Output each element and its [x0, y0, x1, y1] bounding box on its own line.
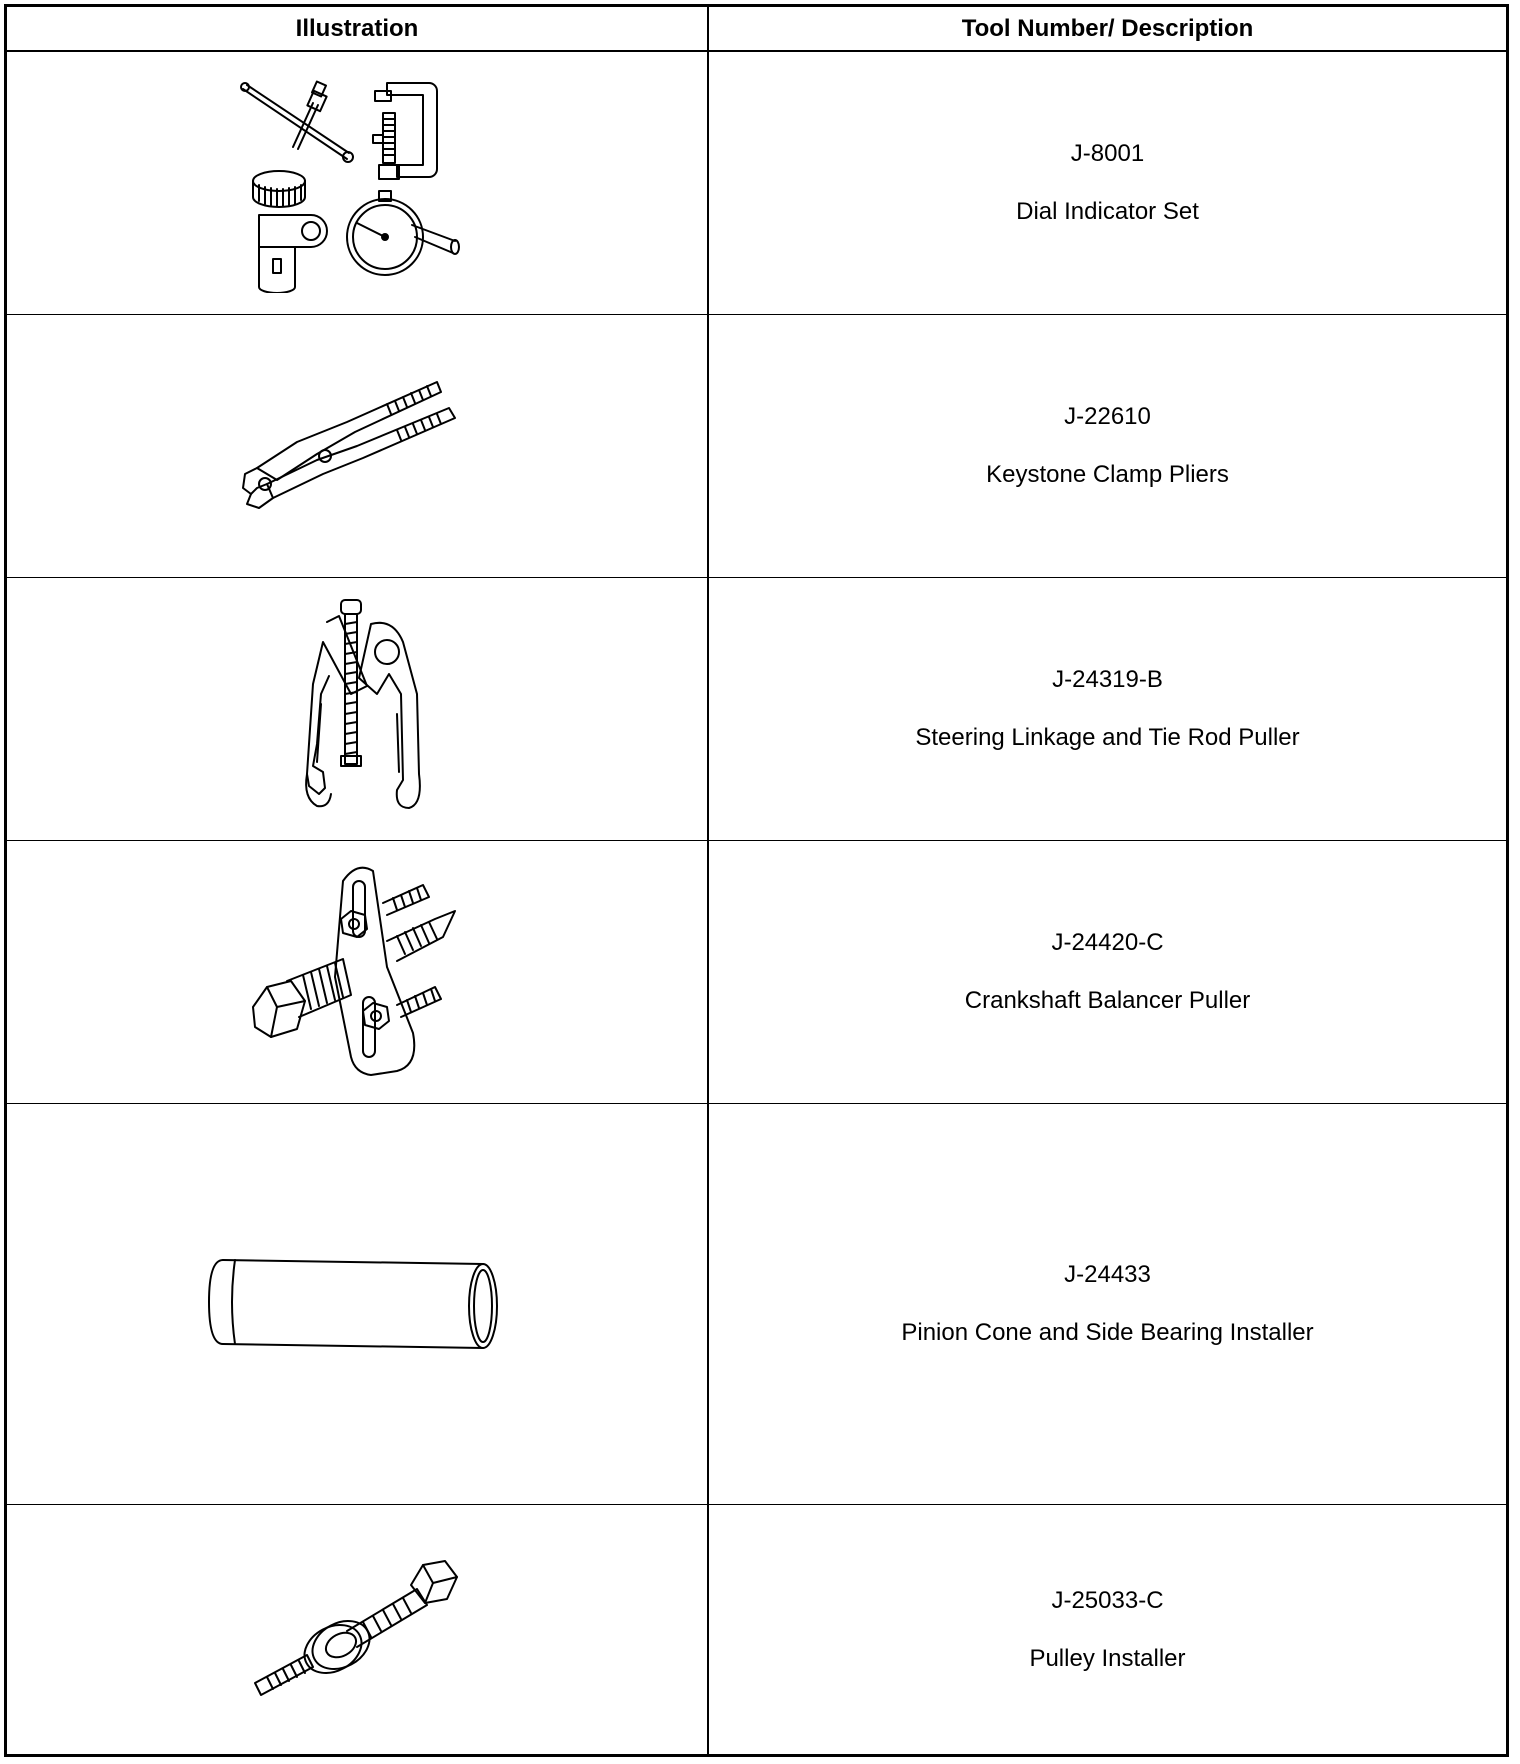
balancer-puller-icon	[247, 857, 467, 1087]
pulley-installer-icon	[247, 1555, 467, 1705]
illustration-cell	[7, 52, 707, 314]
description-cell	[709, 1505, 1506, 1754]
tool-description: Steering Linkage and Tie Rod Puller	[915, 724, 1300, 751]
table-row	[7, 578, 1506, 841]
header-tool-number: Tool Number/ Description	[961, 15, 1254, 42]
description-cell	[709, 315, 1506, 577]
table-row	[7, 1104, 1506, 1505]
tool-description: Keystone Clamp Pliers	[986, 461, 1229, 488]
tool-number: J-24433	[1064, 1261, 1151, 1288]
tool-description: Pulley Installer	[1029, 1644, 1186, 1672]
special-tools-table	[4, 4, 1509, 1757]
description-cell	[709, 1104, 1506, 1504]
tool-description: Pinion Cone and Side Bearing Installer	[901, 1319, 1314, 1346]
table-row	[7, 1505, 1506, 1754]
tool-description: Dial Indicator Set	[1016, 198, 1199, 225]
illustration-cell	[7, 315, 707, 577]
tool-number: J-25033-C	[1051, 1586, 1164, 1614]
table-row	[7, 841, 1506, 1104]
dial-indicator-set-icon	[237, 73, 477, 293]
illustration-cell	[7, 841, 707, 1103]
table-row	[7, 315, 1506, 578]
tool-number: J-24420-C	[1051, 929, 1164, 956]
table-header	[7, 7, 1506, 52]
description-cell	[709, 578, 1506, 840]
tool-number: J-22610	[1064, 403, 1151, 430]
table-row	[7, 52, 1506, 315]
illustration-cell	[7, 1505, 707, 1754]
tie-rod-puller-icon	[267, 594, 447, 824]
header-illustration: Illustration	[295, 15, 419, 42]
bearing-installer-tube-icon	[207, 1254, 507, 1354]
tool-number: J-8001	[1070, 140, 1145, 167]
tool-number: J-24319-B	[1052, 666, 1163, 693]
illustration-cell	[7, 1104, 707, 1504]
description-cell	[709, 52, 1506, 314]
description-cell	[709, 841, 1506, 1103]
illustration-cell	[7, 578, 707, 840]
keystone-clamp-pliers-icon	[237, 376, 477, 516]
tool-description: Crankshaft Balancer Puller	[964, 987, 1251, 1014]
